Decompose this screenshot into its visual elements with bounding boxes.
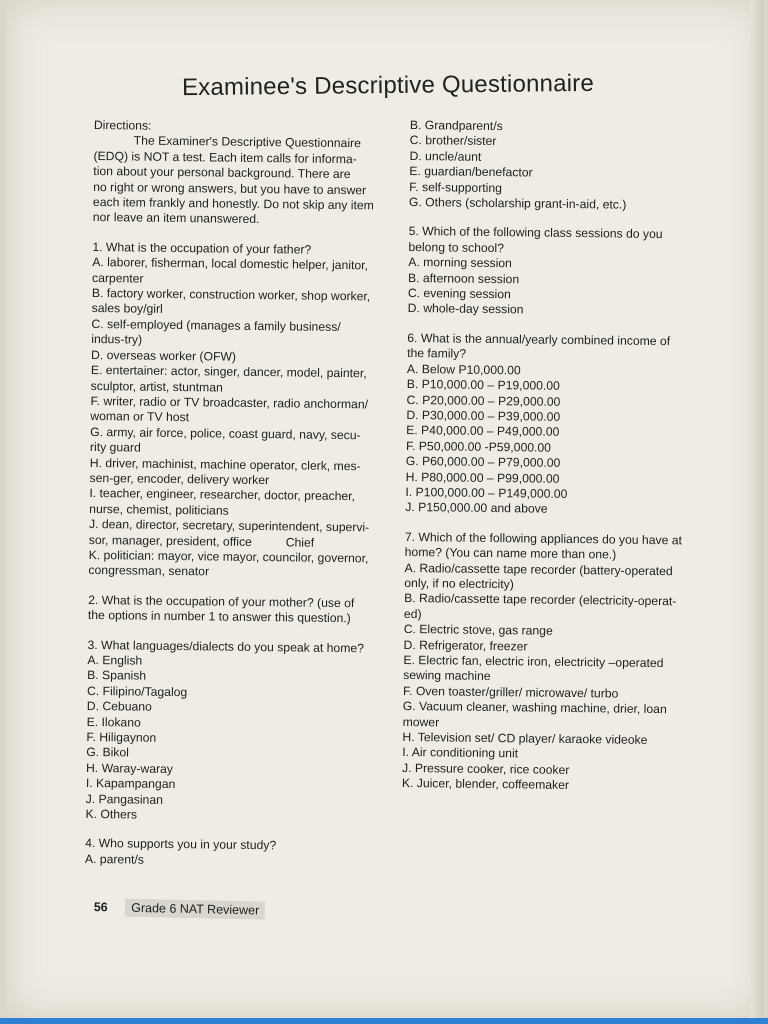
directions-line: nor leave an item unanswered.	[92, 210, 260, 227]
q3-option: F. Hiligaynon	[86, 729, 157, 745]
q3-option: A. English	[87, 652, 143, 668]
q3-option: D. Cebuano	[86, 699, 152, 714]
q1-option: K. politician: mayor, vice mayor, councilor, governor,	[88, 547, 369, 566]
q6-option: G. P60,000.00 – P79,000.00	[405, 454, 561, 470]
question-2: the options in number 1 to answer this question.)	[87, 608, 351, 626]
q1-option: F. writer, radio or TV broadcaster, radio anchorman/	[90, 393, 369, 412]
q6-option: H. P80,000.00 – P99,000.00	[405, 469, 560, 486]
q6-option: D. P30,000.00 – P39,000.00	[406, 407, 561, 424]
q1-option: sen-ger, encoder, delivery worker	[89, 470, 270, 488]
q4-option: E. guardian/benefactor	[409, 164, 533, 180]
q5-option: A. morning session	[408, 255, 512, 271]
directions-line: no right or wrong answers, but you have to answer	[93, 179, 367, 197]
right-column	[402, 118, 722, 795]
directions-line: tion about your personal background. There are	[93, 164, 351, 182]
q6-option: E. P40,000.00 – P49,000.00	[406, 423, 560, 440]
q7-option: A. Radio/cassette tape recorder (battery-operated	[404, 560, 673, 578]
q5-option: B. afternoon session	[407, 270, 520, 287]
q3-option: B. Spanish	[87, 668, 147, 684]
q6-option: I. P100,000.00 – P149,000.00	[405, 484, 568, 501]
q1-option: congressman, senator	[88, 563, 210, 579]
q4-option: G. Others (scholarship grant-in-aid, etc.)	[408, 195, 627, 212]
q4-option: D. uncle/aunt	[409, 148, 482, 164]
question-4: 4. Who supports you in your study?	[85, 836, 277, 853]
q3-option: H. Waray-waray	[85, 760, 174, 776]
q6-option: B. P10,000.00 – P19,000.00	[406, 377, 560, 393]
q3-option: I. Kapampangan	[85, 776, 176, 792]
q7-option: C. Electric stove, gas range	[403, 622, 553, 638]
q1-option: A. laborer, fisherman, local domestic helper, janitor,	[92, 255, 369, 273]
q7-option: ed)	[403, 606, 422, 621]
q1-option: C. self-employed (manages a family business/	[91, 316, 341, 334]
q4-option: A. parent/s	[84, 851, 144, 867]
q1-option: sales boy/girl	[91, 301, 163, 317]
q3-option: K. Others	[85, 807, 138, 822]
q1-option: D. overseas worker (OFW)	[91, 347, 237, 364]
q6-option: A. Below P10,000.00	[406, 361, 521, 378]
q1-option: sculptor, artist, stuntman	[90, 378, 223, 395]
q1-option: H. driver, machinist, machine operator, clerk, mes-	[89, 455, 361, 473]
q1-option: E. entertainer: actor, singer, dancer, model, painter,	[90, 363, 367, 381]
directions-line: (EDQ) is NOT a test. Each item calls for informa-	[93, 148, 357, 167]
directions-line: each item frankly and honestly. Do not skip any item	[92, 195, 374, 213]
q5-option: D. whole-day session	[407, 301, 524, 317]
directions-heading: Directions:	[93, 118, 152, 133]
q1-option: J. dean, director, secretary, superintendent, supervi-	[88, 517, 370, 535]
q4-option: C. brother/sister	[409, 133, 497, 149]
question-2: 2. What is the occupation of your mother? (use of	[88, 592, 355, 610]
q3-option: J. Pangasinan	[85, 791, 164, 807]
question-5: belong to school?	[408, 239, 505, 256]
bottom-strip	[0, 1018, 768, 1024]
q7-option: B. Radio/cassette tape recorder (electricity-operat-	[404, 591, 677, 609]
q7-option: D. Refrigerator, freezer	[403, 637, 528, 654]
q1-option: rity guard	[89, 440, 141, 455]
question-6: the family?	[407, 346, 467, 361]
q5-option: C. evening session	[407, 286, 511, 302]
q6-option: J. P150,000.00 and above	[405, 500, 548, 517]
question-3: 3. What languages/dialects do you speak at home?	[87, 637, 365, 655]
q1-option: nurse, chemist, politicians	[89, 501, 229, 518]
q1-option: B. factory worker, construction worker, shop worker,	[91, 286, 371, 304]
q7-option: J. Pressure cooker, rice cooker	[401, 760, 570, 777]
q7-option: sewing machine	[403, 668, 491, 684]
question-7: home? (You can name more than one.)	[404, 545, 617, 562]
q1-option: woman or TV host	[90, 409, 190, 425]
q7-option: K. Juicer, blender, coffeemaker	[401, 776, 570, 793]
q7-option: I. Air conditioning unit	[402, 745, 519, 761]
page-number: 56	[93, 899, 108, 915]
question-7: 7. Which of the following appliances do you have at	[404, 529, 683, 548]
q7-option: G. Vacuum cleaner, washing machine, drier, loan	[402, 699, 667, 717]
page-footer	[94, 898, 266, 920]
directions-line: The Examiner's Descriptive Questionnaire	[133, 133, 362, 151]
question-1: 1. What is the occupation of your father?	[92, 239, 312, 257]
q4-option: B. Grandparent/s	[409, 118, 503, 134]
q7-option: only, if no electricity)	[404, 575, 514, 592]
question-5: 5. Which of the following class sessions do you	[408, 224, 663, 242]
q3-option: E. Ilokano	[86, 714, 141, 730]
q7-option: mower	[402, 714, 440, 730]
footer-title: Grade 6 NAT Reviewer	[125, 899, 265, 920]
left-column	[85, 118, 400, 871]
q4-option: F. self-supporting	[409, 179, 503, 195]
q6-option: C. P20,000.00 – P29,000.00	[406, 392, 561, 409]
question-6: 6. What is the annual/yearly combined income of	[407, 330, 671, 349]
q3-option: G. Bikol	[86, 745, 130, 760]
q3-option: C. Filipino/Tagalog	[86, 683, 188, 699]
page-edge	[750, 0, 764, 1018]
q7-option: E. Electric fan, electric iron, electricity –operated	[403, 652, 664, 671]
q1-option: indus-try)	[91, 332, 143, 347]
q1-option: carpenter	[91, 270, 144, 286]
page-sheet	[6, 0, 764, 1018]
q1-option: I. teacher, engineer, researcher, doctor, preacher,	[89, 486, 356, 504]
q7-option: F. Oven toaster/griller/ microwave/ turbo	[402, 683, 619, 701]
page-title: Examinee's Descriptive Questionnaire	[181, 69, 595, 102]
q1-option: sor, manager, president, office Chief	[88, 532, 315, 550]
q6-option: F. P50,000.00 -P59,000.00	[405, 438, 552, 455]
q1-option: G. army, air force, police, coast guard, navy, secu-	[90, 424, 361, 442]
q7-option: H. Television set/ CD player/ karaoke videoke	[402, 729, 648, 747]
